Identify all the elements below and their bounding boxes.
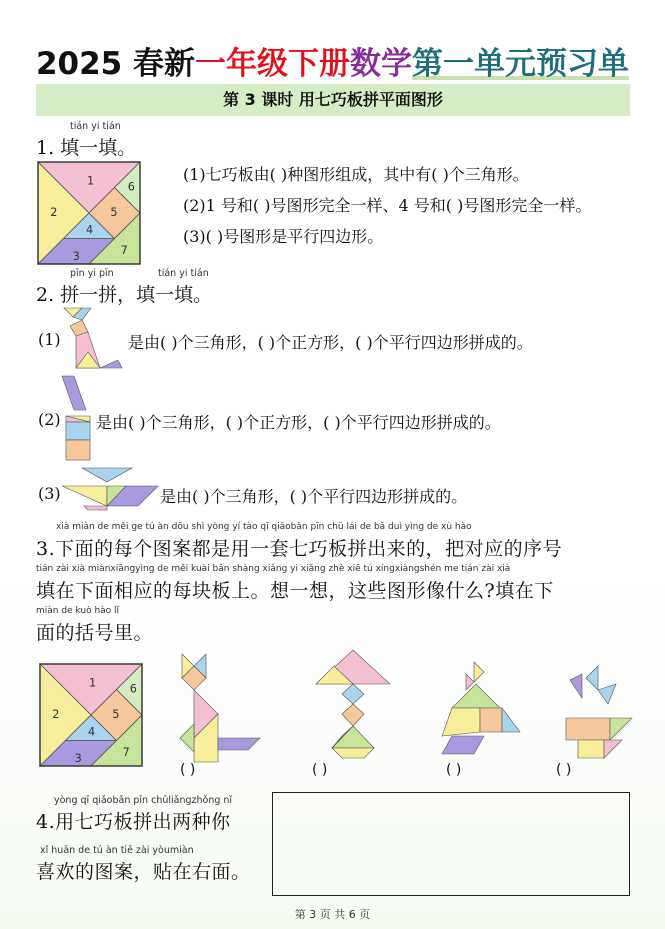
section2-q3-label: (3) — [38, 484, 61, 503]
animal-pattern — [440, 660, 520, 756]
cat-figure-small — [62, 306, 122, 372]
piece-label-3: 3 — [72, 249, 80, 263]
page-footer: 第 3 页 共 6 页 — [294, 908, 371, 921]
lesson-banner: 第 3 课时 用七巧板拼平面图形 — [36, 84, 630, 116]
section2-pinyin-a: pīn yi pīn — [70, 268, 114, 279]
answer-paren-animal[interactable]: ( ) — [446, 762, 462, 778]
section4-pinyin-2: xǐ huān de tú àn tiē zài yòumiàn — [40, 845, 194, 856]
piece-label-6: 6 — [127, 180, 135, 194]
section4-line-1: 4.用七巧板拼出两种你 — [36, 811, 231, 833]
title-subject: 数学 — [350, 46, 413, 82]
piece2-label-2: 2 — [52, 708, 60, 722]
piece-label-4: 4 — [85, 223, 94, 237]
tangram-square-1 — [38, 162, 140, 264]
section2-q1: 是由( )个三角形，( )个正方形，( )个平行四边形拼成的。 — [128, 333, 533, 352]
section1-pinyin: tián yi tián — [70, 121, 121, 132]
piece2-label-4: 4 — [87, 725, 96, 739]
person-pattern — [316, 648, 390, 760]
piece2-label-5: 5 — [112, 708, 120, 722]
piece2-label-6: 6 — [129, 682, 137, 696]
section2-q1-label: (1) — [38, 330, 61, 349]
section1-q1: (1)七巧板由( )种图形组成，其中有( )个三角形。 — [183, 165, 529, 184]
boat-figure-small — [60, 376, 96, 462]
section1-heading: 1. 填一填。 — [36, 137, 137, 159]
title-year: 2025 春新 — [35, 46, 196, 82]
section4-pinyin-1: yòng qī qiǎobǎn pīn chūliǎngzhǒng nǐ — [54, 795, 233, 806]
title-grade: 一年级下册 — [195, 46, 351, 82]
piece-label-7: 7 — [120, 243, 128, 257]
basket-pattern — [564, 664, 634, 758]
piece-label-5: 5 — [110, 206, 118, 220]
answer-paren-basket[interactable]: ( ) — [556, 762, 572, 778]
section1-q3: (3)( )号图形是平行四边形。 — [183, 227, 384, 246]
section3-pinyin-2: tián zài xià miànxiāngyìng de měi kuài bǎn shàng xiǎng yi xiǎng zhè xiē tú xíngxiàngshén me tián zài xià — [36, 564, 511, 574]
answer-paren-cat[interactable]: ( ) — [180, 762, 196, 778]
piece2-label-7: 7 — [122, 745, 130, 759]
section3-line-1: 3.下面的每个图案都是用一套七巧板拼出来的，把对应的序号 — [36, 538, 563, 560]
paste-area-box[interactable] — [272, 792, 630, 896]
piece2-label-1: 1 — [88, 676, 97, 690]
section2-heading: 2. 拼一拼，填一填。 — [36, 284, 213, 306]
ship-figure-small — [62, 466, 158, 512]
section3-pinyin-3: miàn de kuò hào lǐ — [36, 606, 120, 616]
section3-line-2: 填在下面相应的每块板上。想一想，这些图形像什么?填在下 — [36, 580, 554, 602]
piece2-label-3: 3 — [74, 751, 82, 765]
section1-q2: (2)1 号和( )号图形完全一样、4 号和( )号图形完全一样。 — [183, 196, 592, 215]
page-title — [0, 38, 665, 83]
section2-pinyin-b: tián yi tián — [158, 268, 209, 279]
tangram-square-2 — [40, 664, 142, 766]
section3-pinyin-1: xià miàn de měi ge tú àn dōu shì yòng yí tào qī qiǎobǎn pīn chū lái de bǎ duì yìng de xù hào — [56, 522, 472, 532]
section3-line-3: 面的括号里。 — [36, 622, 154, 644]
title-unit: 第一单元预习单 — [412, 46, 630, 82]
section2-q2-label: (2) — [38, 410, 61, 429]
cat-pattern — [176, 650, 260, 762]
section4-line-2: 喜欢的图案，贴在右面。 — [36, 861, 251, 883]
answer-paren-person[interactable]: ( ) — [312, 762, 328, 778]
section2-q2: 是由( )个三角形，( )个正方形，( )个平行四边形拼成的。 — [96, 413, 501, 432]
piece-label-1: 1 — [86, 174, 95, 188]
piece-label-2: 2 — [50, 206, 58, 220]
section2-q3: 是由( )个三角形，( )个平行四边形拼成的。 — [160, 487, 468, 506]
